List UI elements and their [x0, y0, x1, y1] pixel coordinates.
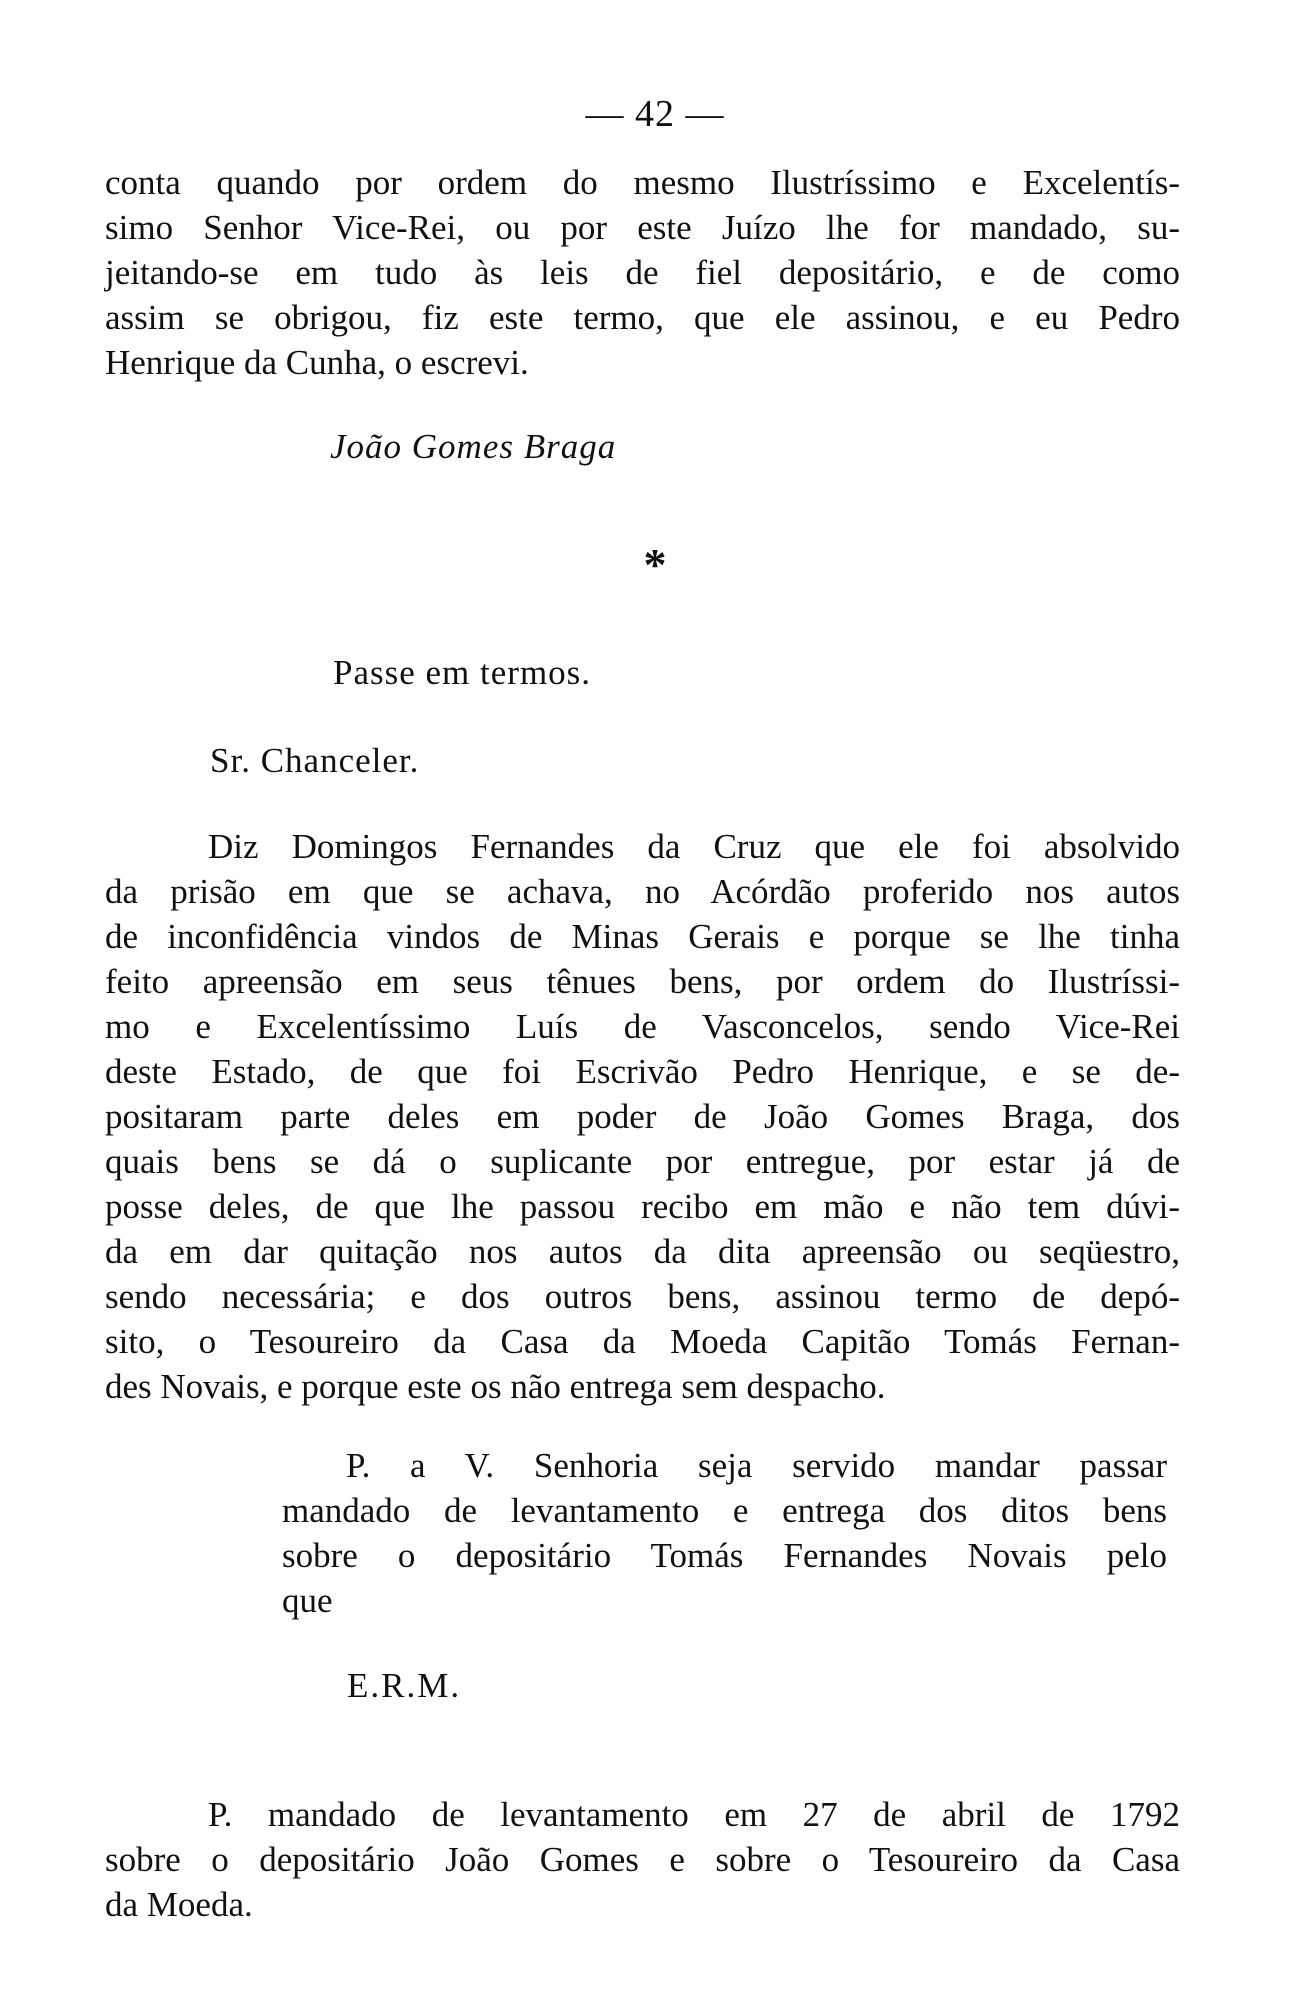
closing-formula: E.R.M. — [347, 1666, 462, 1705]
paragraph-line: positaram parte deles em poder de João Gomes Braga, dos — [105, 1097, 1180, 1136]
paragraph-line: jeitando-se em tudo às leis de fiel depositário, e de como — [105, 253, 1180, 292]
paragraph-line: sobre o depositário João Gomes e sobre o Tesoureiro da Casa — [105, 1840, 1180, 1879]
paragraph-line: conta quando por ordem do mesmo Ilustríssimo e Excelentís- — [105, 163, 1180, 202]
paragraph-line: que — [282, 1581, 333, 1620]
paragraph-dispatch — [105, 1792, 1180, 1927]
section-separator: * — [643, 539, 667, 590]
paragraph-line: sendo necessária; e dos outros bens, assinou termo de depó- — [105, 1277, 1180, 1316]
paragraph-line: de inconfidência vindos de Minas Gerais e porque se lhe tinha — [105, 917, 1180, 956]
paragraph-line: assim se obrigou, fiz este termo, que ele assinou, e eu Pedro — [105, 298, 1180, 337]
paragraph-line: da prisão em que se achava, no Acórdão proferido nos autos — [105, 872, 1180, 911]
paragraph-line: mandado de levantamento e entrega dos ditos bens — [282, 1491, 1167, 1530]
dispatch-note: Passe em termos. — [333, 653, 592, 692]
page-number: — 42 — — [585, 93, 725, 135]
paragraph-line: da Moeda. — [105, 1885, 253, 1924]
salutation: Sr. Chanceler. — [210, 741, 420, 780]
signature-name: João Gomes Braga — [330, 427, 617, 466]
paragraph-deposit-term — [105, 160, 1180, 385]
paragraph-line: feito apreensão em seus tênues bens, por ordem do Ilustríssi- — [105, 962, 1180, 1001]
paragraph-line: sito, o Tesoureiro da Casa da Moeda Capitão Tomás Fernan- — [105, 1322, 1180, 1361]
paragraph-line: deste Estado, de que foi Escrivão Pedro Henrique, e se de- — [105, 1052, 1180, 1091]
paragraph-petition-body — [105, 824, 1180, 1409]
paragraph-line: mo e Excelentíssimo Luís de Vasconcelos, sendo Vice-Rei — [105, 1007, 1180, 1046]
paragraph-line: posse deles, de que lhe passou recibo em mão e não tem dúvi- — [105, 1187, 1180, 1226]
paragraph-line: quais bens se dá o suplicante por entregue, por estar já de — [105, 1142, 1180, 1181]
paragraph-line: des Novais, e porque este os não entrega sem despacho. — [105, 1367, 886, 1406]
paragraph-line: P. mandado de levantamento em 27 de abril de 1792 — [208, 1795, 1180, 1834]
paragraph-line: simo Senhor Vice-Rei, ou por este Juízo lhe for mandado, su- — [105, 208, 1180, 247]
paragraph-line: P. a V. Senhoria seja servido mandar passar — [346, 1446, 1167, 1485]
paragraph-line: Diz Domingos Fernandes da Cruz que ele foi absolvido — [208, 827, 1180, 866]
paragraph-line: sobre o depositário Tomás Fernandes Novais pelo — [282, 1536, 1167, 1575]
petition-request — [282, 1443, 1167, 1623]
paragraph-line: da em dar quitação nos autos da dita apreensão ou seqüestro, — [105, 1232, 1180, 1271]
paragraph-line: Henrique da Cunha, o escrevi. — [105, 343, 529, 382]
